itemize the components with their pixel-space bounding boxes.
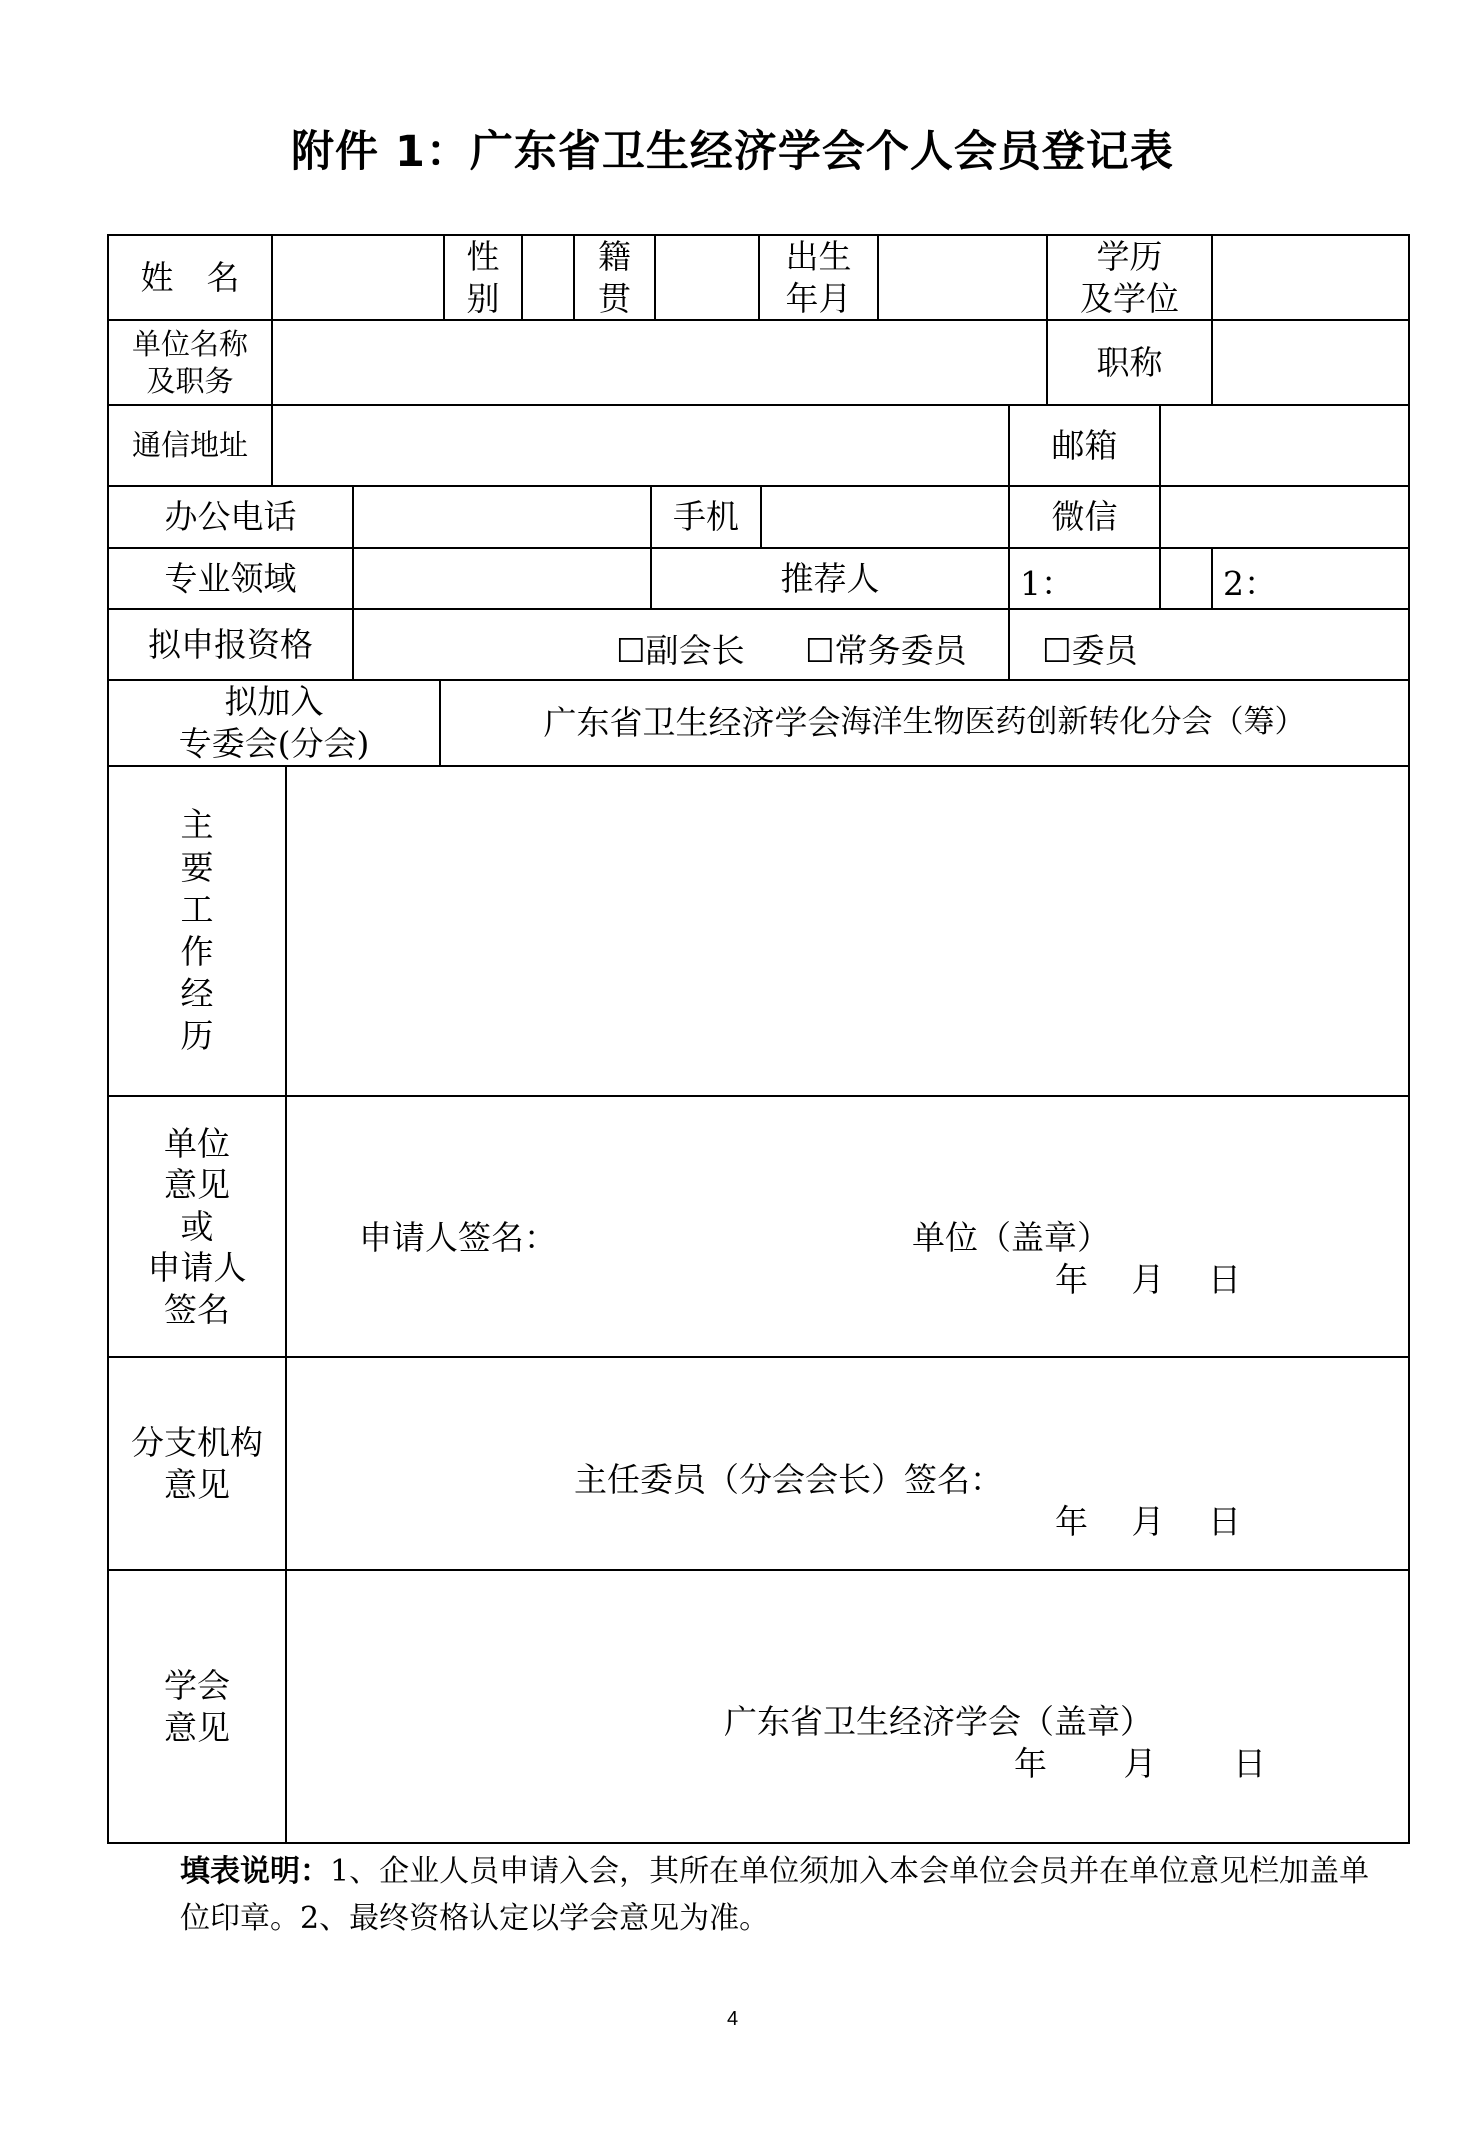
form-title: 附件 1：广东省卫生经济学会个人会员登记表 xyxy=(291,127,1174,177)
filling-instructions-heading: 填表说明： xyxy=(180,1854,330,1889)
origin-label xyxy=(575,236,654,319)
row-divider xyxy=(107,1356,1410,1358)
branch-opinion-label-line2: 意见 xyxy=(164,1464,230,1504)
unit-opinion-label-line2: 意见 xyxy=(164,1165,230,1205)
unit-position-label xyxy=(109,321,271,404)
branch-opinion-label xyxy=(109,1358,285,1569)
filling-instructions-text: 1、企业人员申请入会，其所在单位须加入本会单位会员并在单位意见栏加盖单位印章。2、最终资格认定以学会意见为准。 xyxy=(180,1854,1370,1936)
committee-label xyxy=(109,681,439,765)
unit-opinion-date[interactable]: 年 月 日 xyxy=(1055,1260,1241,1299)
mobile-field[interactable] xyxy=(762,487,1008,547)
option-committee-member[interactable]: ☐委员 xyxy=(1042,631,1138,670)
email-field[interactable] xyxy=(1161,406,1408,485)
row-divider xyxy=(107,1569,1410,1571)
unit-opinion-label xyxy=(109,1097,285,1356)
row-divider xyxy=(107,1095,1410,1097)
origin-label-line2: 贯 xyxy=(598,278,631,318)
unit-position-label-line2: 及职务 xyxy=(146,363,234,398)
unit-position-label-line1: 单位名称 xyxy=(131,326,248,361)
referrer-2-label[interactable]: 2： xyxy=(1223,564,1277,603)
work-history-label xyxy=(109,767,285,1095)
option-standing-committee[interactable]: ☐常务委员 xyxy=(805,631,967,670)
unit-opinion-label-line4: 申请人 xyxy=(147,1248,247,1288)
unit-opinion-label-line3: 或 xyxy=(180,1206,214,1246)
address-label: 通信地址 xyxy=(131,428,248,463)
professional-title-label: 职称 xyxy=(1096,342,1163,382)
unit-seal-label: 单位（盖章） xyxy=(912,1218,1110,1257)
society-opinion-label-line1: 学会 xyxy=(164,1665,230,1705)
office-phone-field[interactable] xyxy=(354,487,650,547)
birth-field[interactable] xyxy=(879,236,1046,319)
origin-label-line1: 籍 xyxy=(598,236,631,276)
gender-label-line2: 别 xyxy=(466,278,500,318)
director-signature-label[interactable]: 主任委员（分会会长）签名： xyxy=(574,1460,1003,1499)
work-history-field[interactable] xyxy=(287,767,1408,1095)
professional-title-field[interactable] xyxy=(1213,321,1408,404)
field-label: 专业领域 xyxy=(164,558,297,598)
name-label: 姓 名 xyxy=(140,257,240,297)
qualification-label: 拟申报资格 xyxy=(148,624,313,664)
referrer-1-label[interactable]: 1： xyxy=(1020,564,1074,603)
name-field[interactable] xyxy=(273,236,443,319)
referrer-label: 推荐人 xyxy=(780,558,880,598)
gender-label xyxy=(445,236,521,319)
table-border-bottom xyxy=(107,1842,1410,1844)
unit-position-field[interactable] xyxy=(273,321,1046,404)
wechat-field[interactable] xyxy=(1161,487,1408,547)
filling-instructions xyxy=(180,1848,1380,1942)
wechat-label: 微信 xyxy=(1051,497,1118,537)
registration-table xyxy=(107,234,1410,1844)
society-seal-label: 广东省卫生经济学会（盖章） xyxy=(724,1702,1153,1741)
address-field[interactable] xyxy=(273,406,1008,485)
committee-value-branch: 海洋生物医药创新转化分会（筹） xyxy=(840,704,1306,741)
gender-field[interactable] xyxy=(523,236,573,319)
education-label-line2: 及学位 xyxy=(1080,278,1179,318)
table-border-right xyxy=(1408,234,1410,1844)
society-opinion-date[interactable]: 年 月 日 xyxy=(1014,1744,1266,1783)
committee-label-line2: 专委会(分会) xyxy=(178,724,370,763)
birth-label-line2: 年月 xyxy=(785,278,852,318)
education-label-line1: 学历 xyxy=(1096,236,1163,276)
work-history-label-text: 主要工作经历 xyxy=(180,805,214,1056)
branch-opinion-date[interactable]: 年 月 日 xyxy=(1055,1502,1241,1541)
committee-label-line1: 拟加入 xyxy=(224,682,324,722)
col-divider xyxy=(1211,547,1213,608)
field-input[interactable] xyxy=(354,549,650,608)
office-phone-label: 办公电话 xyxy=(164,497,297,537)
committee-value-society: 广东省卫生经济学会 xyxy=(543,703,841,743)
education-field[interactable] xyxy=(1213,236,1408,319)
gender-label-line1: 性 xyxy=(466,236,500,276)
origin-field[interactable] xyxy=(656,236,758,319)
branch-opinion-label-line1: 分支机构 xyxy=(131,1422,263,1462)
unit-opinion-label-line5: 签名 xyxy=(164,1289,230,1329)
unit-opinion-label-line1: 单位 xyxy=(164,1123,230,1163)
option-vice-president[interactable]: ☐副会长 xyxy=(616,631,745,670)
birth-label xyxy=(760,236,877,319)
education-label xyxy=(1048,236,1211,319)
birth-label-line1: 出生 xyxy=(785,236,852,276)
society-opinion-label-line2: 意见 xyxy=(164,1707,230,1747)
email-label: 邮箱 xyxy=(1051,425,1118,465)
committee-value xyxy=(441,681,1408,765)
page-number: 4 xyxy=(726,2008,739,2030)
applicant-signature-label[interactable]: 申请人签名： xyxy=(359,1218,557,1257)
mobile-label: 手机 xyxy=(673,497,739,537)
society-opinion-label xyxy=(109,1571,285,1842)
